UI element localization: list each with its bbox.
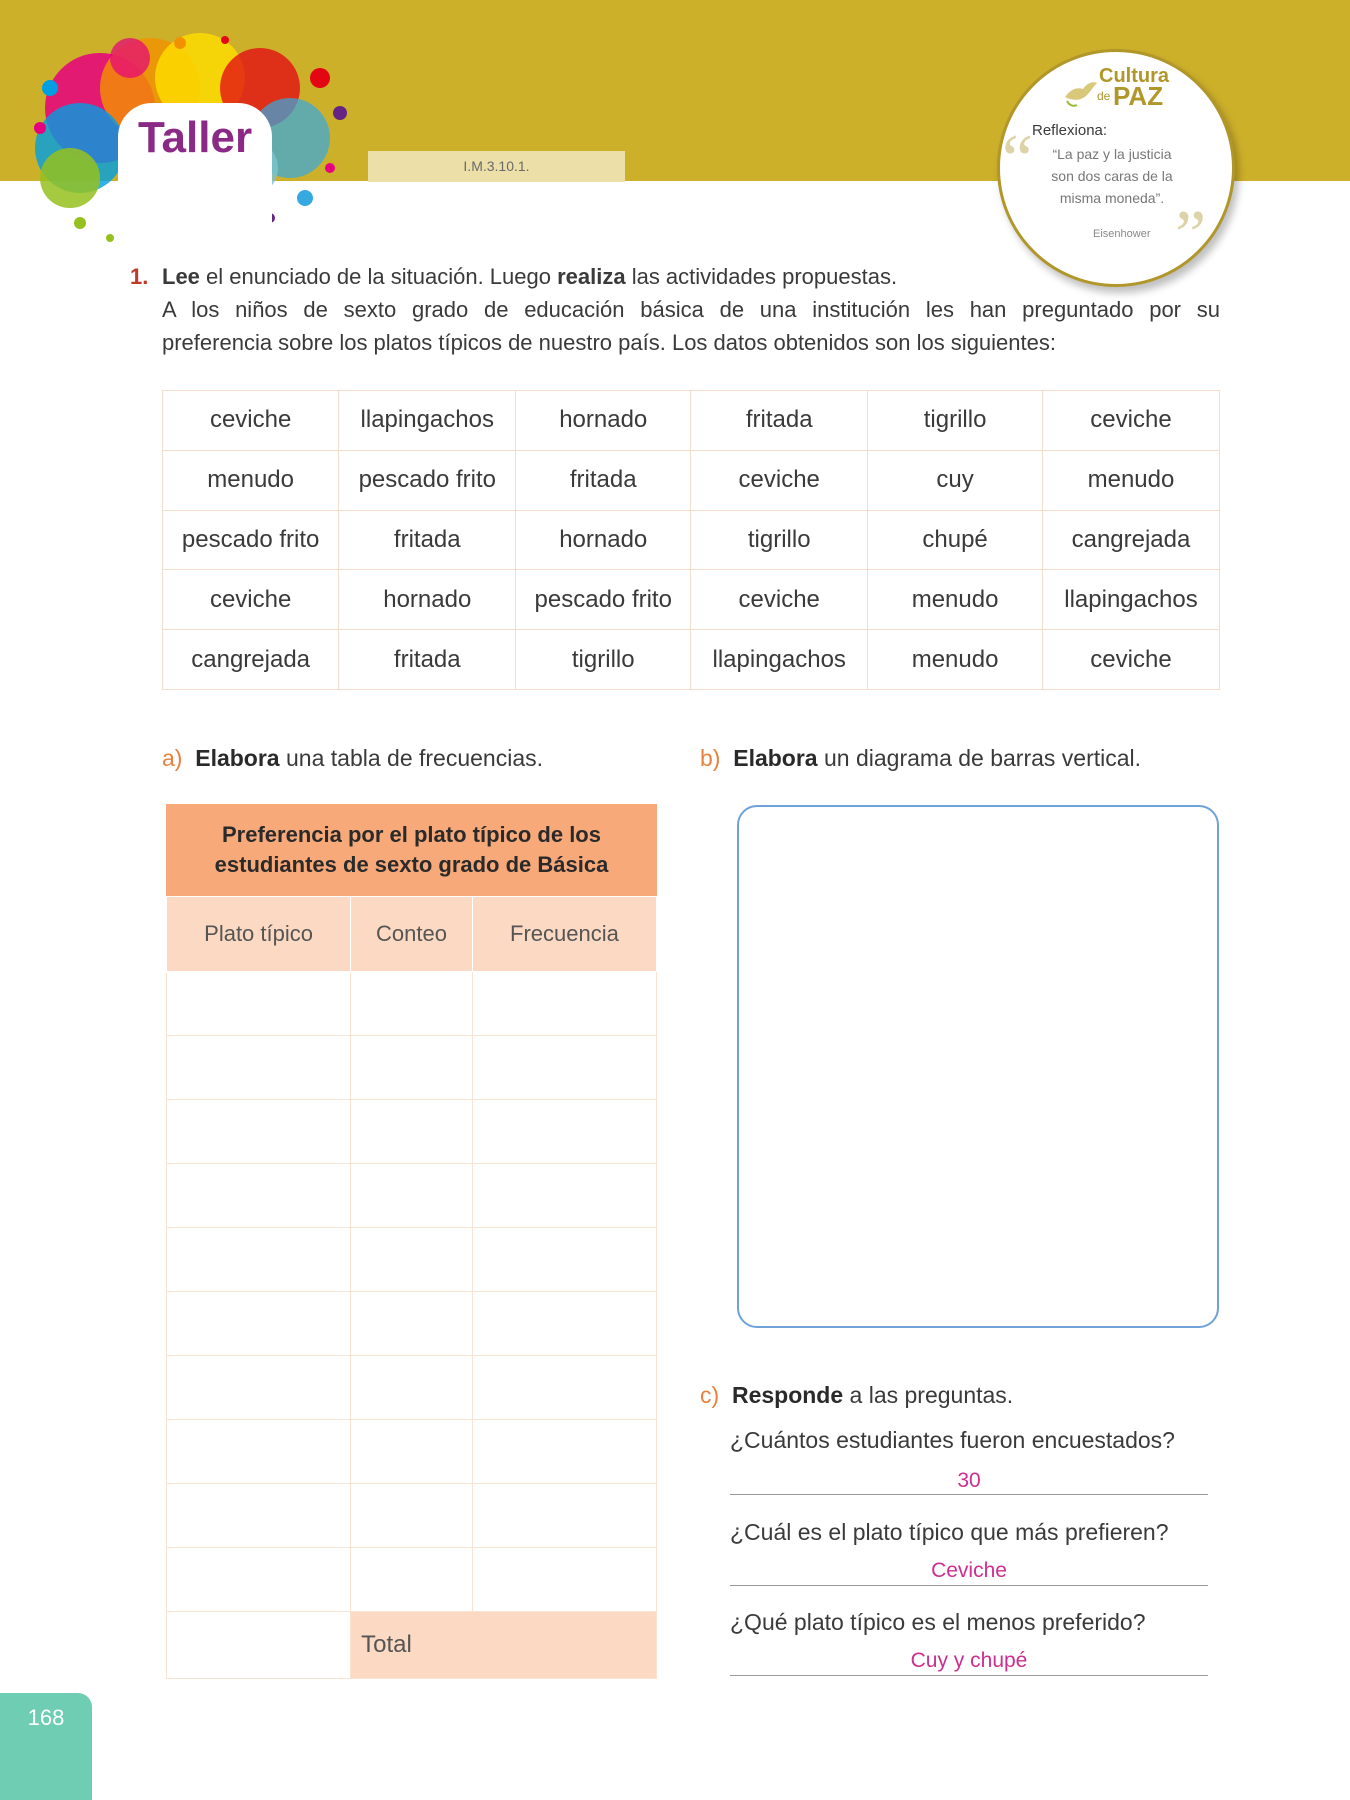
- dishes-row: [163, 391, 1220, 451]
- dishes-row: [163, 570, 1220, 630]
- frequency-table-row: [167, 1292, 657, 1356]
- badge-author: Eisenhower: [1093, 228, 1151, 240]
- dish-cell: ceviche: [163, 570, 339, 630]
- answer-line-1: [730, 1494, 1208, 1495]
- part-b-bold: Elabora: [733, 745, 818, 771]
- frequency-cell-plato[interactable]: [167, 1100, 351, 1164]
- dish-cell: llapingachos: [1042, 570, 1219, 630]
- exercise-statement-line-3: preferencia sobre los platos típicos de nuestro país. Los datos obtenidos son los siguientes:: [162, 330, 1056, 355]
- frequency-cell-conteo[interactable]: [351, 1228, 473, 1292]
- frequency-cell-frecuencia[interactable]: [472, 1228, 656, 1292]
- part-b-letter: b): [700, 745, 721, 771]
- frequency-cell-frecuencia[interactable]: [472, 1100, 656, 1164]
- frequency-cell-conteo[interactable]: [351, 1036, 473, 1100]
- frequency-cell-plato[interactable]: [167, 1228, 351, 1292]
- frequency-cell-conteo[interactable]: [351, 1164, 473, 1228]
- dish-cell: llapingachos: [691, 630, 868, 690]
- total-empty-cell: [167, 1612, 351, 1679]
- dish-cell: pescado frito: [339, 450, 516, 510]
- total-label: Total: [351, 1612, 657, 1679]
- badge-de: de: [1097, 89, 1111, 103]
- frequency-cell-conteo[interactable]: [351, 1100, 473, 1164]
- part-b-heading: [700, 745, 1141, 772]
- frequency-cell-plato[interactable]: [167, 972, 351, 1036]
- part-b-text: un diagrama de barras vertical.: [817, 745, 1142, 771]
- badge-cultura: Cultura: [1099, 65, 1169, 87]
- frequency-cell-frecuencia[interactable]: [472, 1484, 656, 1548]
- frequency-table-row: [167, 1420, 657, 1484]
- indicator-code: I.M.3.10.1.: [368, 151, 625, 182]
- frequency-table-row: [167, 1356, 657, 1420]
- dish-cell: fritada: [516, 450, 691, 510]
- instruction-text-1: el enunciado de la situación. Luego: [199, 264, 558, 289]
- frequency-table-title: Preferencia por el plato típico de los estudiantes de sexto grado de Básica: [166, 804, 657, 896]
- frequency-cell-plato[interactable]: [167, 1484, 351, 1548]
- dish-cell: pescado frito: [163, 510, 339, 570]
- open-quote-icon: “: [1002, 121, 1034, 198]
- frequency-table-row: [167, 1036, 657, 1100]
- dishes-row: [163, 630, 1220, 690]
- frequency-cell-plato[interactable]: [167, 1164, 351, 1228]
- dishes-row: [163, 510, 1220, 570]
- dish-cell: cangrejada: [163, 630, 339, 690]
- dish-cell: ceviche: [1042, 391, 1219, 451]
- frequency-cell-frecuencia[interactable]: [472, 972, 656, 1036]
- dish-cell: menudo: [868, 570, 1043, 630]
- frequency-cell-conteo[interactable]: [351, 1548, 473, 1612]
- frequency-cell-frecuencia[interactable]: [472, 1292, 656, 1356]
- frequency-cell-plato[interactable]: [167, 1420, 351, 1484]
- dish-cell: cangrejada: [1042, 510, 1219, 570]
- answer-3[interactable]: Cuy y chupé: [910, 1649, 1028, 1672]
- part-a-text: una tabla de frecuencias.: [279, 745, 544, 771]
- part-a-heading: [162, 745, 543, 772]
- answer-line-3: [730, 1675, 1208, 1676]
- section-title: Taller: [137, 113, 253, 162]
- question-3: ¿Qué plato típico es el menos preferido?: [730, 1609, 1146, 1635]
- dish-cell: hornado: [516, 510, 691, 570]
- badge-reflexiona: Reflexiona:: [1032, 122, 1108, 139]
- exercise-statement-line-2: A los niños de sexto grado de educación básica de una institución les han preguntado por su: [162, 297, 1220, 322]
- frequency-cell-plato[interactable]: [167, 1036, 351, 1100]
- frequency-cell-frecuencia[interactable]: [472, 1548, 656, 1612]
- dish-cell: ceviche: [691, 570, 868, 630]
- dish-cell: llapingachos: [339, 391, 516, 451]
- frequency-cell-conteo[interactable]: [351, 1356, 473, 1420]
- dish-cell: tigrillo: [516, 630, 691, 690]
- dish-cell: cuy: [868, 450, 1043, 510]
- part-a-letter: a): [162, 745, 183, 771]
- badge-quote: “La paz y la justicia son dos caras de la misma moneda”.: [1051, 146, 1173, 206]
- exercise-number: 1.: [130, 264, 149, 289]
- dish-cell: pescado frito: [516, 570, 691, 630]
- frequency-table-row: [167, 1228, 657, 1292]
- frequency-cell-frecuencia[interactable]: [472, 1036, 656, 1100]
- question-2: ¿Cuál es el plato típico que más prefieren?: [730, 1519, 1169, 1545]
- frequency-total-row: [167, 1612, 657, 1679]
- dish-cell: menudo: [163, 450, 339, 510]
- frequency-cell-frecuencia[interactable]: [472, 1164, 656, 1228]
- dish-cell: tigrillo: [868, 391, 1043, 451]
- dish-cell: fritada: [339, 510, 516, 570]
- exercise-instruction: [162, 264, 897, 290]
- frequency-cell-conteo[interactable]: [351, 972, 473, 1036]
- badge-paz: PAZ: [1113, 81, 1164, 111]
- dish-cell: hornado: [339, 570, 516, 630]
- col-header-plato: Plato típico: [167, 897, 351, 972]
- dish-cell: ceviche: [691, 450, 868, 510]
- answer-1[interactable]: 30: [957, 1469, 981, 1492]
- dishes-row: [163, 450, 1220, 510]
- frequency-cell-plato[interactable]: [167, 1548, 351, 1612]
- col-header-conteo: Conteo: [351, 897, 473, 972]
- part-c-letter: c): [700, 1382, 720, 1408]
- frequency-cell-plato[interactable]: [167, 1356, 351, 1420]
- frequency-table-row: [167, 1164, 657, 1228]
- dish-cell: tigrillo: [691, 510, 868, 570]
- frequency-table-row: [167, 1100, 657, 1164]
- part-c-heading: [700, 1382, 1013, 1409]
- dish-cell: menudo: [1042, 450, 1219, 510]
- frequency-table-row: [167, 1548, 657, 1612]
- dish-cell: fritada: [339, 630, 516, 690]
- part-a-bold: Elabora: [195, 745, 280, 771]
- cultura-paz-badge: [997, 49, 1235, 287]
- part-c-bold: Responde: [731, 1382, 844, 1408]
- instruction-bold-realiza: realiza: [557, 264, 626, 289]
- answer-line-2: [730, 1585, 1208, 1586]
- frequency-table-row: [167, 972, 657, 1036]
- instruction-bold-lee: Lee: [162, 264, 200, 289]
- dish-cell: fritada: [691, 391, 868, 451]
- frequency-cell-conteo[interactable]: [351, 1420, 473, 1484]
- dish-cell: ceviche: [1042, 630, 1219, 690]
- frequency-cell-conteo[interactable]: [351, 1484, 473, 1548]
- dish-cell: hornado: [516, 391, 691, 451]
- frequency-cell-frecuencia[interactable]: [472, 1356, 656, 1420]
- answer-2[interactable]: Ceviche: [931, 1559, 1007, 1582]
- frequency-cell-plato[interactable]: [167, 1292, 351, 1356]
- frequency-table-header-row: [167, 897, 657, 972]
- col-header-frecuencia: Frecuencia: [472, 897, 656, 972]
- frequency-cell-conteo[interactable]: [351, 1292, 473, 1356]
- frequency-table-row: [167, 1484, 657, 1548]
- close-quote-icon: ”: [1175, 197, 1207, 274]
- frequency-cell-frecuencia[interactable]: [472, 1420, 656, 1484]
- dove-icon: [1061, 71, 1101, 111]
- bar-chart-drawing-area[interactable]: [737, 805, 1219, 1328]
- part-c-text: a las preguntas.: [843, 1382, 1014, 1408]
- question-1: ¿Cuántos estudiantes fueron encuestados?: [730, 1427, 1175, 1453]
- instruction-text-2: las actividades propuestas.: [625, 264, 898, 289]
- frequency-table: [166, 804, 657, 1679]
- dishes-data-table: [162, 390, 1220, 690]
- page-number: 168: [0, 1693, 92, 1800]
- dish-cell: chupé: [868, 510, 1043, 570]
- frequency-table-grid: [166, 896, 657, 1679]
- dish-cell: ceviche: [163, 391, 339, 451]
- dish-cell: menudo: [868, 630, 1043, 690]
